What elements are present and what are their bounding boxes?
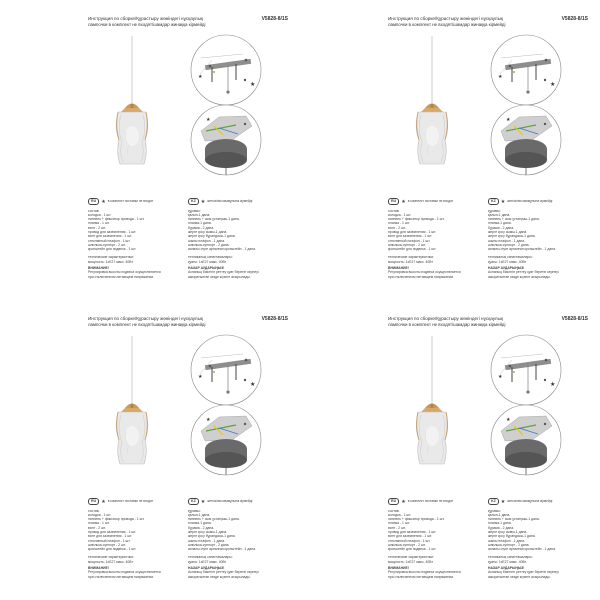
list-item: жерге қосу бұрандасы-1 дана. <box>488 534 536 539</box>
ru-parts-list <box>88 513 183 552</box>
list-item: шпилька-суппорт - 2 шт. <box>388 242 426 247</box>
ru-badge: RU <box>388 498 399 505</box>
kz-warning-title: НАЗАР АУДАРЫҢЫЗ! <box>188 566 225 571</box>
ru-warning-line: при отключенном питающем напряжении. <box>88 274 155 279</box>
list-item: планка - 1 шт. <box>388 521 410 526</box>
ru-warning-title: ВНИМАНИЕ! <box>88 266 109 271</box>
list-item: шпилька-суппорт - 2 дана. <box>488 542 530 547</box>
pendant-lamp-illustration <box>116 36 148 164</box>
list-item: аспалы ілуге арналған кронштейн - 1 дана. <box>488 547 556 552</box>
list-item: планка-1 дана. <box>488 521 512 526</box>
kz-specs-title: техникалық сипаттамалары: <box>488 255 533 260</box>
kz-column <box>188 498 283 579</box>
kz-specs-title: техникалық сипаттамалары: <box>188 255 233 260</box>
kz-column <box>488 498 583 579</box>
list-item: бұрама - 2 дана. <box>488 525 515 530</box>
list-item: винт - 2 шт. <box>388 525 406 530</box>
svg-text:★: ★ <box>550 82 556 88</box>
list-item: шпилька-суппорт - 2 шт. <box>88 542 126 547</box>
list-item: шыны плафон - 1 дана. <box>488 238 526 243</box>
ru-specs: мощность: 1xE27 макс. 40Вт <box>88 559 134 564</box>
list-item: қалып-1 дана. <box>488 512 511 517</box>
kz-warning-line: ажыратылған кезде жүзеге асырылады. <box>188 274 251 279</box>
list-item: ниппель + сым ұстатқыш-1 дана. <box>488 517 540 522</box>
star-icon: ★ <box>101 498 106 505</box>
list-item: провод для заземления - 1 шт. <box>88 529 137 534</box>
list-item: винт - 2 шт. <box>88 225 106 230</box>
kz-badge: KZ <box>188 498 199 505</box>
ru-contents-label: состав: <box>388 508 400 513</box>
list-item: планка - 1 шт. <box>88 521 110 526</box>
kz-contents-label: құрамы: <box>488 208 501 213</box>
kz-warning-title: НАЗАР АУДАРЫҢЫЗ! <box>488 266 525 271</box>
list-item: жерге қосу сымы-1 дана. <box>188 529 228 534</box>
ru-contents-label: состав: <box>88 508 100 513</box>
kz-column <box>188 198 283 279</box>
star-icon: ★ <box>200 198 206 205</box>
model-number: V5828-8/1S <box>261 16 288 22</box>
list-item: планка - 1 шт. <box>388 221 410 226</box>
kz-warning-line: ажыратылған кезде жүзеге асырылады. <box>488 574 551 579</box>
kz-specs: қуаты: 1xE27 макс. 40Вт <box>488 259 527 264</box>
mounting-bracket-detail <box>191 35 261 105</box>
header-title: Инструкция по сборке/Құрастыру жөніндегі нұсқаулық <box>88 16 203 21</box>
ru-note: в комплект поставки не входят <box>107 199 154 203</box>
list-item: провод для заземления - 1 шт. <box>88 229 137 234</box>
kz-warning-title: НАЗАР АУДАРЫҢЫЗ! <box>188 266 225 271</box>
canopy-wiring-detail <box>191 405 261 475</box>
kz-specs-title: техникалық сипаттамалары: <box>488 555 533 560</box>
list-item: винт для заземления - 1 шт. <box>388 234 433 239</box>
model-number: V5828-8/1S <box>261 316 288 322</box>
list-item: шыны плафон - 1 дана. <box>188 538 226 543</box>
bulbs-not-included: лампочки в комплект не входят/шамдар жинаққа кірмейді <box>388 322 506 327</box>
list-item: қалып-1 дана. <box>188 512 211 517</box>
svg-text:★: ★ <box>506 417 511 423</box>
list-item: жерге қосу бұрандасы-1 дана. <box>188 534 236 539</box>
bulbs-not-included: лампочки в комплект не входят/шамдар жинаққа кірмейді <box>88 22 206 27</box>
list-item: винт - 2 шт. <box>88 525 106 530</box>
star-icon: ★ <box>401 198 406 205</box>
list-item: ниппель + фиксатор провода - 1 шт. <box>388 517 445 522</box>
ru-contents-label: состав: <box>88 208 100 213</box>
list-item: ниппель + фиксатор провода - 1 шт. <box>88 217 145 222</box>
star-icon: ★ <box>500 198 506 205</box>
ru-warning-title: ВНИМАНИЕ! <box>388 266 409 271</box>
kz-note: жеткізілім мазмұнына кірмейді <box>507 499 553 503</box>
list-item: планка - 1 шт. <box>88 221 110 226</box>
star-icon: ★ <box>200 498 206 505</box>
ru-warning-title: ВНИМАНИЕ! <box>388 566 409 571</box>
list-item: провод для заземления - 1 шт. <box>388 529 437 534</box>
ru-column <box>388 498 483 579</box>
svg-text:★: ★ <box>550 382 556 388</box>
kz-contents-label: құрамы: <box>188 508 201 513</box>
svg-text:★: ★ <box>506 117 511 123</box>
list-item: ниппель + сым ұстатқыш-1 дана. <box>188 517 240 522</box>
ru-warning-line: при отключенном питающем напряжении. <box>388 574 455 579</box>
list-item: шпилька-суппорт - 2 дана. <box>188 542 230 547</box>
kz-warning-line: Аспаның биіктігін реттеу қуат беретін кернеуі <box>488 570 559 575</box>
list-item: ниппель + сым ұстатқыш-1 дана. <box>188 217 240 222</box>
kz-warning-line: Аспаның биіктігін реттеу қуат беретін кернеуі <box>188 270 259 275</box>
ru-badge: RU <box>88 498 99 505</box>
kz-note: жеткізілім мазмұнына кірмейді <box>507 199 553 203</box>
list-item: кронштейн для подвеса - 1 шт. <box>388 247 437 252</box>
svg-text:★: ★ <box>498 374 503 380</box>
list-item: шпилька-суппорт - 2 шт. <box>388 542 426 547</box>
canopy-wiring-detail <box>191 105 261 175</box>
list-item: қалып-1 дана. <box>188 212 211 217</box>
instruction-sheet <box>300 0 600 300</box>
list-item: колодка - 1 шт. <box>88 512 112 517</box>
star-icon: ★ <box>101 198 106 205</box>
ru-warning-line: Регулировка высоты подвеса осуществляется <box>88 270 161 275</box>
list-item: шыны плафон - 1 дана. <box>488 538 526 543</box>
ru-specs-title: технические характеристики: <box>88 255 134 260</box>
list-item: бұрама - 2 дана. <box>188 225 215 230</box>
list-item: аспалы ілуге арналған кронштейн - 1 дана. <box>488 247 556 252</box>
ru-warning-line: при отключенном питающем напряжении. <box>88 574 155 579</box>
list-item: колодка - 1 шт. <box>88 212 112 217</box>
ru-note: в комплект поставки не входят <box>407 199 454 203</box>
kz-warning-line: ажыратылған кезде жүзеге асырылады. <box>488 274 551 279</box>
kz-contents-label: құрамы: <box>488 508 501 513</box>
list-item: жерге қосу бұрандасы-1 дана. <box>188 234 236 239</box>
list-item: жерге қосу бұрандасы-1 дана. <box>488 234 536 239</box>
instruction-sheet <box>0 300 300 600</box>
list-item: бұрама - 2 дана. <box>488 225 515 230</box>
sheet-header <box>388 16 588 28</box>
star-icon: ★ <box>500 498 506 505</box>
list-item: стеклянный плафон - 1 шт. <box>88 538 131 543</box>
svg-text:★: ★ <box>250 382 256 388</box>
bulbs-not-included: лампочки в комплект не входят/шамдар жинаққа кірмейді <box>88 322 206 327</box>
kz-warning-line: Аспаның биіктігін реттеу қуат беретін кернеуі <box>488 270 559 275</box>
canopy-wiring-detail <box>491 405 561 475</box>
ru-warning-line: при отключенном питающем напряжении. <box>388 274 455 279</box>
canopy-wiring-detail <box>491 105 561 175</box>
header-title: Инструкция по сборке/Құрастыру жөніндегі нұсқаулық <box>388 16 503 21</box>
list-item: винт для заземления - 1 шт. <box>88 234 133 239</box>
ru-note: в комплект поставки не входят <box>407 499 454 503</box>
ru-specs-title: технические характеристики: <box>88 555 134 560</box>
list-item: кронштейн для подвеса - 1 шт. <box>88 247 137 252</box>
list-item: планка-1 дана. <box>188 521 212 526</box>
list-item: планка-1 дана. <box>488 221 512 226</box>
list-item: стеклянный плафон - 1 шт. <box>88 238 131 243</box>
list-item: винт - 2 шт. <box>388 225 406 230</box>
list-item: колодка - 1 шт. <box>388 512 412 517</box>
mounting-bracket-detail <box>491 35 561 105</box>
ru-column <box>88 498 183 579</box>
list-item: ниппель + фиксатор провода - 1 шт. <box>88 517 145 522</box>
ru-note: в комплект поставки не входят <box>107 499 154 503</box>
list-item: жерге қосу сымы-1 дана. <box>188 229 228 234</box>
sheet-header <box>88 16 288 28</box>
list-item: винт для заземления - 1 шт. <box>88 534 133 539</box>
svg-text:★: ★ <box>198 74 203 80</box>
list-item: винт для заземления - 1 шт. <box>388 534 433 539</box>
kz-warning-line: ажыратылған кезде жүзеге асырылады. <box>188 574 251 579</box>
kz-column <box>488 198 583 279</box>
kz-specs-title: техникалық сипаттамалары: <box>188 555 233 560</box>
kz-note: жеткізілім мазмұнына кірмейді <box>207 199 253 203</box>
ru-warning-line: Регулировка высоты подвеса осуществляется <box>388 270 461 275</box>
kz-parts-list <box>488 513 583 552</box>
kz-parts-list <box>188 213 283 252</box>
list-item: ниппель + сым ұстатқыш-1 дана. <box>488 217 540 222</box>
header-title: Инструкция по сборке/Құрастыру жөніндегі нұсқаулық <box>388 316 503 321</box>
svg-text:★: ★ <box>498 74 503 80</box>
svg-text:★: ★ <box>198 374 203 380</box>
mounting-bracket-detail <box>491 335 561 405</box>
header-title: Инструкция по сборке/Құрастыру жөніндегі нұсқаулық <box>88 316 203 321</box>
list-item: шпилька-суппорт - 2 шт. <box>88 242 126 247</box>
instruction-sheet <box>0 0 300 300</box>
mounting-bracket-detail <box>191 335 261 405</box>
list-item: жерге қосу сымы-1 дана. <box>488 229 528 234</box>
kz-warning-line: Аспаның биіктігін реттеу қуат беретін кернеуі <box>188 570 259 575</box>
kz-badge: KZ <box>488 198 499 205</box>
ru-badge: RU <box>88 198 99 205</box>
bulbs-not-included: лампочки в комплект не входят/шамдар жинаққа кірмейді <box>388 22 506 27</box>
ru-warning-line: Регулировка высоты подвеса осуществляется <box>388 570 461 575</box>
ru-parts-list <box>88 213 183 252</box>
pendant-lamp-illustration <box>416 36 448 164</box>
list-item: кронштейн для подвеса - 1 шт. <box>388 547 437 552</box>
kz-warning-title: НАЗАР АУДАРЫҢЫЗ! <box>488 566 525 571</box>
kz-specs: қуаты: 1xE27 макс. 40Вт <box>188 559 227 564</box>
kz-contents-label: құрамы: <box>188 208 201 213</box>
list-item: қалып-1 дана. <box>488 212 511 217</box>
ru-specs: мощность: 1xE27 макс. 40Вт <box>388 259 434 264</box>
star-icon: ★ <box>401 498 406 505</box>
ru-column <box>388 198 483 279</box>
model-number: V5828-8/1S <box>561 16 588 22</box>
ru-column <box>88 198 183 279</box>
ru-contents-label: состав: <box>388 208 400 213</box>
ru-badge: RU <box>388 198 399 205</box>
list-item: бұрама - 2 дана. <box>188 525 215 530</box>
kz-parts-list <box>188 513 283 552</box>
list-item: шпилька-суппорт - 2 дана. <box>188 242 230 247</box>
pendant-lamp-illustration <box>116 336 148 464</box>
ru-warning-title: ВНИМАНИЕ! <box>88 566 109 571</box>
ru-specs: мощность: 1xE27 макс. 40Вт <box>88 259 134 264</box>
svg-text:★: ★ <box>206 117 211 123</box>
list-item: провод для заземления - 1 шт. <box>388 229 437 234</box>
list-item: стеклянный плафон - 1 шт. <box>388 538 431 543</box>
list-item: колодка - 1 шт. <box>388 212 412 217</box>
list-item: аспалы ілуге арналған кронштейн - 1 дана. <box>188 547 256 552</box>
sheet-header <box>88 316 288 328</box>
ru-specs-title: технические характеристики: <box>388 555 434 560</box>
pendant-lamp-illustration <box>416 336 448 464</box>
svg-text:★: ★ <box>250 82 256 88</box>
ru-parts-list <box>388 213 483 252</box>
list-item: аспалы ілуге арналған кронштейн - 1 дана. <box>188 247 256 252</box>
list-item: планка-1 дана. <box>188 221 212 226</box>
list-item: ниппель + фиксатор провода - 1 шт. <box>388 217 445 222</box>
svg-text:★: ★ <box>206 417 211 423</box>
kz-badge: KZ <box>188 198 199 205</box>
list-item: кронштейн для подвеса - 1 шт. <box>88 547 137 552</box>
kz-specs: қуаты: 1xE27 макс. 40Вт <box>488 559 527 564</box>
ru-parts-list <box>388 513 483 552</box>
list-item: шыны плафон - 1 дана. <box>188 238 226 243</box>
sheet-header <box>388 316 588 328</box>
kz-specs: қуаты: 1xE27 макс. 40Вт <box>188 259 227 264</box>
list-item: жерге қосу сымы-1 дана. <box>488 529 528 534</box>
kz-badge: KZ <box>488 498 499 505</box>
list-item: шпилька-суппорт - 2 дана. <box>488 242 530 247</box>
model-number: V5828-8/1S <box>561 316 588 322</box>
ru-specs-title: технические характеристики: <box>388 255 434 260</box>
kz-parts-list <box>488 213 583 252</box>
ru-warning-line: Регулировка высоты подвеса осуществляется <box>88 570 161 575</box>
list-item: стеклянный плафон - 1 шт. <box>388 238 431 243</box>
ru-specs: мощность: 1xE27 макс. 40Вт <box>388 559 434 564</box>
instruction-sheet <box>300 300 600 600</box>
kz-note: жеткізілім мазмұнына кірмейді <box>207 499 253 503</box>
